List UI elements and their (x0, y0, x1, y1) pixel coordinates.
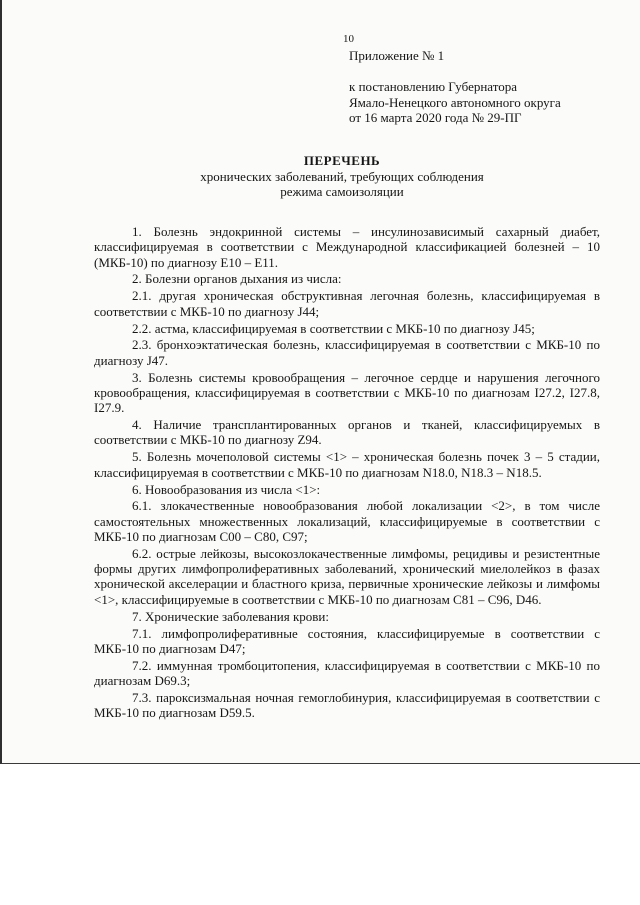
list-item: 4. Наличие трансплантированных органов и тканей, классифицируемых в соответствии с МКБ-10 по диагнозу Z94. (94, 417, 600, 448)
appendix-reference (349, 79, 619, 126)
list-item: 1. Болезнь эндокринной системы – инсулинозависимый сахарный диабет, классифицируемая в соответствии с Международной классификацией болезней – 10 (МКБ-10) по диагнозу Е10 – Е11. (94, 224, 600, 270)
appendix-ref-line: к постановлению Губернатора (349, 79, 518, 94)
list-item: 2. Болезни органов дыхания из числа: (132, 271, 342, 287)
list-item: 7.3. пароксизмальная ночная гемоглобинурия, классифицируемая в соответствии с МКБ-10 по диагнозам D59.5. (94, 689, 600, 721)
list-item: 6.2. острые лейкозы, высокозлокачественные лимфомы, рецидивы и резистентные формы других лимфопролиферативных заболеваний, хронический миелолейкоз в фазах хронической акселерации и бластного криза, первичные хронические лейкозы и лимфомы <1>, классифицируемые в соответствии с МКБ-10 по диагнозам С81 – С96, D46. (94, 545, 600, 607)
document-heading (92, 153, 592, 200)
list-item: 3. Болезнь системы кровообращения – легочное сердце и нарушения легочного кровообращения, классифицируемая в соответствии с МКБ-10 по диагнозам I27.2, I27.8, I27.9. (94, 369, 600, 416)
list-item: 7.2. иммунная тромбоцитопения, классифицируемая в соответствии с МКБ-10 по диагнозам D69.3; (94, 657, 600, 689)
page-number: 10 (343, 33, 354, 45)
list-item: 2.1. другая хроническая обструктивная легочная болезнь, классифицируемая в соответствии с МКБ-10 по диагнозу J44; (94, 288, 600, 319)
document-title: ПЕРЕЧЕНЬ (303, 153, 381, 168)
list-item: 6.1. злокачественные новообразования любой локализации <2>, в том числе самостоятельных множественных локализаций, классифицируемые в соответствии с МКБ-10 по диагнозам С00 – С80, С97; (94, 498, 600, 544)
list-item: 2.3. бронхоэктатическая болезнь, классифицируемая в соответствии с МКБ-10 по диагнозу J47. (94, 337, 600, 368)
appendix-title: Приложение № 1 (349, 48, 445, 63)
list-item: 5. Болезнь мочеполовой системы <1> – хроническая болезнь почек 3 – 5 стадии, классифицируемая в соответствии с МКБ-10 по диагнозам N18.0, N18.3 – N18.5. (94, 449, 600, 480)
list-item: 2.2. астма, классифицируемая в соответствии с МКБ-10 по диагнозу J45; (132, 320, 535, 336)
appendix-ref-line: от 16 марта 2020 года № 29-ПГ (349, 110, 522, 125)
document-subtitle-line: хронических заболеваний, требующих соблюдения (200, 168, 484, 184)
appendix-ref-line: Ямало-Ненецкого автономного округа (349, 94, 561, 110)
disease-list (94, 224, 600, 722)
document-subtitle-line: режима самоизоляции (280, 184, 404, 199)
list-item: 7.1. лимфопролиферативные состояния, классифицируемые в соответствии с МКБ-10 по диагнозам D47; (94, 625, 600, 656)
list-item: 6. Новообразования из числа <1>: (132, 481, 321, 497)
list-item: 7. Хронические заболевания крови: (132, 608, 330, 624)
